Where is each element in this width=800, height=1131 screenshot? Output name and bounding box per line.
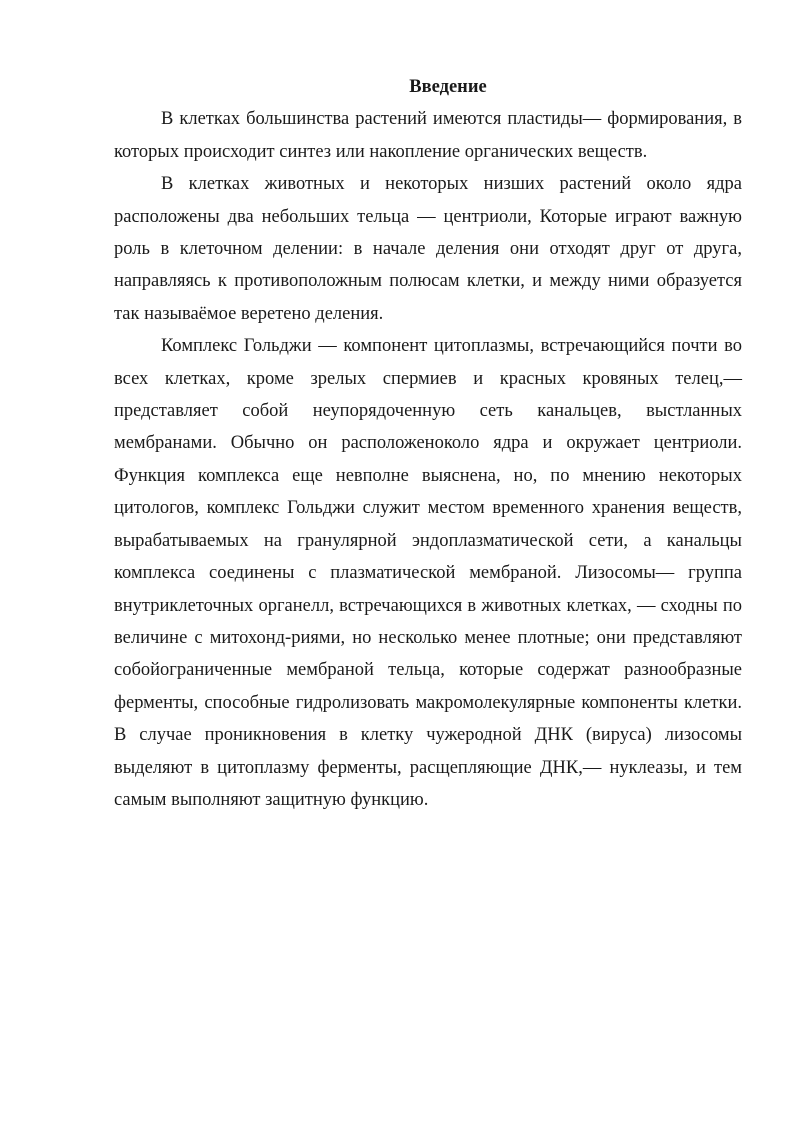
paragraph-plastids: В клетках большинства растений имеются пластиды— формирования, в которых происходит синтез или накопление органических веществ. (114, 109, 742, 162)
page-title: Введение (409, 77, 487, 97)
paragraph-golgi-lysosomes: Комплекс Гольджи — компонент цитоплазмы, встречающийся почти во всех клетках, кроме зрелых спермиев и красных кровяных телец,— представляет собой неупорядоченную сеть канальцев, выстланных мембранами. Обычно он расположеноколо ядра и окружает центриоли. Функция комплекса еще невполне выяснена, но, по мнению некоторых цитологов, комплекс Гольджи служит местом временного хранения веществ, вырабатываемых на гранулярной эндоплазматической сети, а канальцы комплекса соединены с плазматической мембраной. Лизосомы— группа внутриклеточных органелл, встречающихся в животных клетках, — сходны по величине с митохонд-риями, но несколько менее плотные; они представляют собойограниченные мембраной тельца, которые содержат разнообразные ферменты, способные гидролизовать макромолекулярные компоненты клетки. В случае проникновения в клетку чужеродной ДНК (вируса) лизосомы выделяют в цитоплазму ферменты, расщепляющие ДНК,— нуклеазы, и тем самым выполняют защитную функцию. (114, 336, 742, 810)
paragraph-centrioles: В клетках животных и некоторых низших растений около ядра расположены два небольших тельца — центриоли, Которые играют важную роль в клеточном делении: в начале деления они отходят друг от друга, направляясь к противоположным полюсам клетки, и между ними образуется так называёмое веретено деления. (114, 174, 742, 324)
document-body (114, 71, 742, 816)
